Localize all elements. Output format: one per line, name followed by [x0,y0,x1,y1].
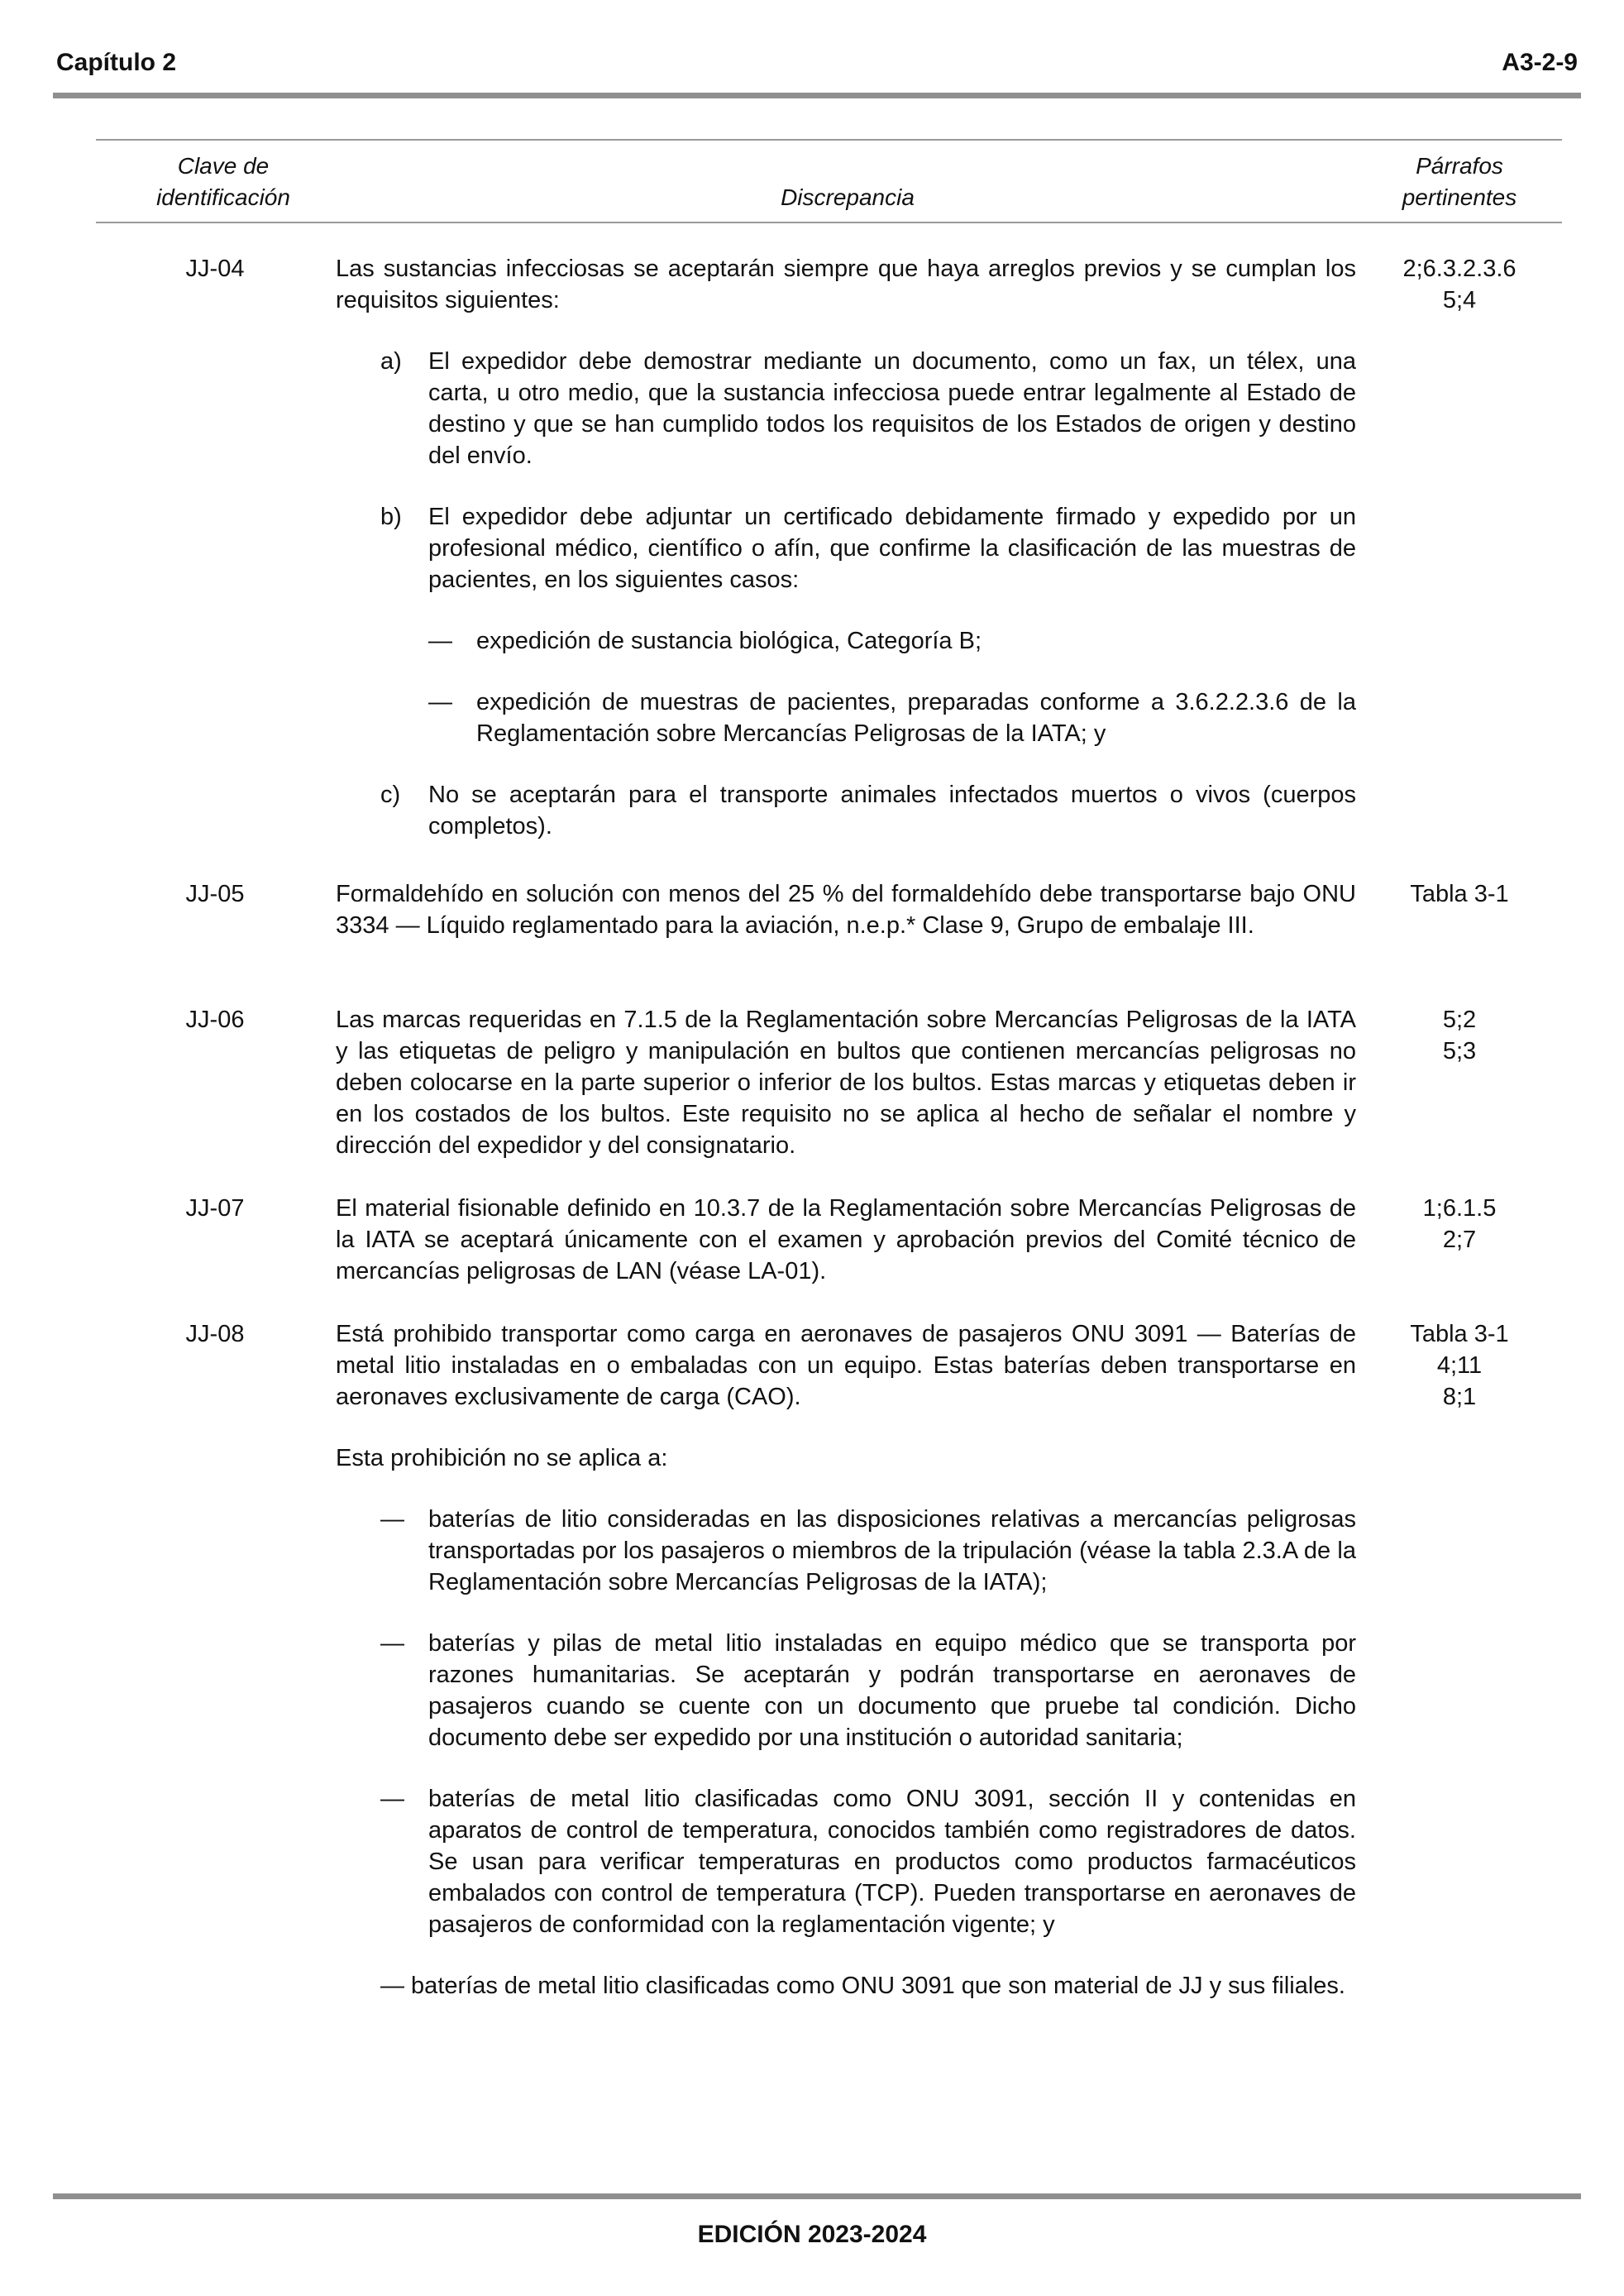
entry-text: Las marcas requeridas en 7.1.5 de la Reglamentación sobre Mercancías Peligrosas de la IATA y las etiquetas de peligro y manipulación en bultos que contienen mercancías peligrosas no deben colocarse en la parte superior o inferior de los bultos. Estas marcas y etiquetas deben ir en los costados de los bultos. Este requisito no se aplica al hecho de señalar el nombre y dirección del expedidor y del consignatario. [336,1007,1356,1159]
entry-paragraphs: 5;2 5;3 [1442,1007,1477,1064]
dash-label: — [428,628,452,654]
footer-rule [53,2193,1581,2199]
entry-paragraphs: Tabla 3-1 [1410,881,1509,907]
column-header-id: Clave de identificación [156,153,290,210]
entry-text [336,1318,1356,2002]
entry-id: JJ-08 [185,1321,245,1347]
list-item: — baterías de litio consideradas en las disposiciones relativas a mercancías peligrosas transportadas por los pasajeros o miembros de la tripulación (véase la tabla 2.3.A de la Reglamentación sobre Mercancías Peligrosas de la IATA); [336,1504,1356,1598]
entry-id: JJ-07 [185,1195,245,1222]
dash-label: — [428,689,452,715]
list-item: c) No se aceptarán para el transporte animales infectados muertos o vivos (cuerpos completos). [336,779,1356,842]
item-label: b) [380,504,402,530]
entry-intro: Las sustancias infecciosas se aceptarán siempre que haya arreglos previos y se cumplan los requisitos siguientes: [336,256,1356,313]
dash-label: — [380,1506,404,1533]
header-rule [53,93,1581,98]
chapter-label: Capítulo 2 [56,49,177,76]
list-item: — expedición de sustancia biológica, Categoría B; [336,625,1356,657]
entry-paragraphs: Tabla 3-1 4;11 8;1 [1410,1321,1509,1410]
dash-label: — [380,1786,404,1812]
entry-id: JJ-04 [185,256,245,282]
list-item: a) El expedidor debe demostrar mediante un documento, como un fax, un télex, una carta, u otro medio, que la sustancia infecciosa puede entrar legalmente al Estado de destino y que se han cumplido todos los requisitos de los Estados de origen y destino del envío. [336,346,1356,471]
entry-id: JJ-05 [185,881,245,907]
list-item: — baterías y pilas de metal litio instaladas en equipo médico que se transporta por razones humanitarias. Se aceptarán y podrán transportarse en aeronaves de pasajeros cuando se cuente con un documento que pruebe tal condición. Dicho documento debe ser expedido por una institución o autoridad sanitaria; [336,1628,1356,1753]
item-label: c) [380,782,401,808]
list-item: — expedición de muestras de pacientes, preparadas conforme a 3.6.2.2.3.6 de la Reglamentación sobre Mercancías Peligrosas de la IATA; y [336,686,1356,749]
exception-intro: Esta prohibición no se aplica a: [336,1445,668,1471]
list-item: — baterías de metal litio clasificadas como ONU 3091 que son material de JJ y sus filiales. [380,1973,1345,1999]
edition-footer: EDICIÓN 2023-2024 [697,2221,927,2248]
column-header-paragraphs: Párrafos pertinentes [1402,153,1517,210]
entry-text: El material fisionable definido en 10.3.7 de la Reglamentación sobre Mercancías Peligrosas de la IATA se aceptará únicamente con el examen y aprobación previos del Comité técnico de mercancías peligrosas de LAN (véase LA-01). [336,1195,1356,1284]
column-header-discrepancy: Discrepancia [781,184,915,210]
page-header [56,48,1578,78]
page-reference: A3-2-9 [1502,49,1578,76]
entry-paragraphs: 1;6.1.5 2;7 [1422,1195,1497,1253]
entry-text: Formaldehído en solución con menos del 25 % del formaldehído debe transportarse bajo ONU 3334 — Líquido reglamentado para la aviación, n.e.p.* Clase 9, Grupo de embalaje III. [336,881,1356,939]
entry-intro: Está prohibido transportar como carga en aeronaves de pasajeros ONU 3091 — Baterías de metal litio instaladas en o embaladas con un equipo. Estas baterías deben transportarse en aeronaves exclusivamente de carga (CAO). [336,1321,1356,1410]
entry-paragraphs: 2;6.3.2.3.6 5;4 [1402,256,1517,313]
dash-label: — [380,1630,404,1657]
item-label: a) [380,348,402,375]
list-item: — baterías de metal litio clasificadas como ONU 3091, sección II y contenidas en aparatos de control de temperatura, conocidos también como registradores de datos. Se usan para verificar temperaturas en productos como productos farmacéuticos embalados con control de temperatura (TCP). Pueden transportarse en aeronaves de pasajeros de conformidad con la reglamentación vigente; y [336,1783,1356,1940]
entry-id: JJ-06 [185,1007,245,1033]
list-item: b) El expedidor debe adjuntar un certificado debidamente firmado y expedido por un profesional médico, científico o afín, que confirme la clasificación de las muestras de pacientes, en los siguientes casos: [336,501,1356,596]
entry-text [336,253,1356,842]
table-top-rule [96,139,1562,141]
table-header-rule [96,222,1562,223]
